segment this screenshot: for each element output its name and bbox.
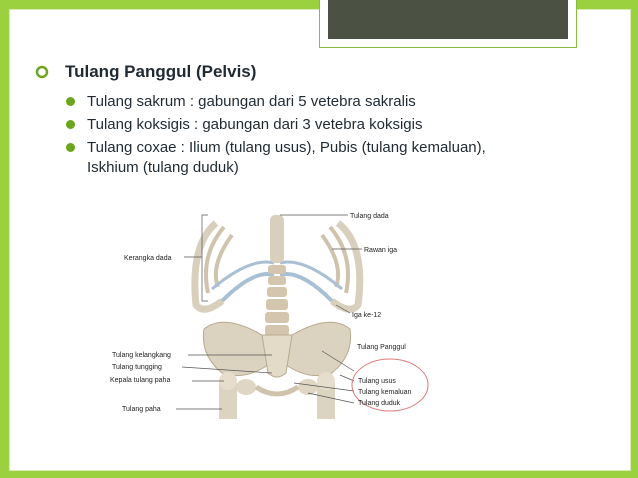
label-tulang-paha: Tulang paha (122, 406, 161, 413)
bullet-dot-icon (66, 120, 75, 129)
bullet-dot-icon (66, 143, 75, 152)
label-tulang-kelangkang: Tulang kelangkang (112, 352, 171, 359)
list-item (65, 115, 525, 135)
label-rawan-iga: Rawan iga (364, 247, 398, 254)
list-item-text: Tulang sakrum : gabungan dari 5 vetebra sakralis (87, 93, 416, 110)
bullet-list (65, 92, 525, 181)
sternum-shape (270, 215, 284, 263)
ring-bullet-icon (34, 64, 50, 80)
label-tulang-usus: Tulang usus (358, 378, 396, 385)
title-placeholder-fill (328, 0, 568, 39)
label-tulang-dada: Tulang dada (350, 213, 389, 220)
list-item (65, 138, 525, 178)
skeleton-illustration (104, 205, 438, 419)
list-item-text: Tulang koksigis : gabungan dari 3 vetebra koksigis (87, 116, 423, 133)
label-iga-ke-12: Iga ke-12 (352, 312, 382, 319)
bullet-dot-icon (66, 97, 75, 106)
pelvis-drawing (203, 322, 350, 419)
list-item-text: Tulang coxae : Ilium (tulang usus), Pubis (tulang kemaluan), Iskhium (tulang duduk) (87, 139, 486, 176)
label-tulang-kemaluan: Tulang kemaluan (358, 389, 412, 396)
rib-cage-drawing (195, 215, 360, 336)
list-item (65, 92, 525, 112)
label-tulang-duduk: Tulang duduk (358, 400, 401, 407)
heading-row (34, 62, 256, 82)
label-tulang-panggul: Tulang Panggul (357, 344, 406, 351)
slide-heading: Tulang Panggul (Pelvis) (65, 62, 257, 81)
label-tulang-tungging: Tulang tungging (112, 364, 162, 371)
label-kepala-tulang-paha: Kepala tulang paha (110, 377, 171, 384)
sacrum-shape (262, 335, 292, 377)
title-placeholder (319, 0, 577, 48)
skeleton-figure (104, 205, 438, 419)
label-kerangka-dada: Kerangka dada (124, 255, 172, 262)
